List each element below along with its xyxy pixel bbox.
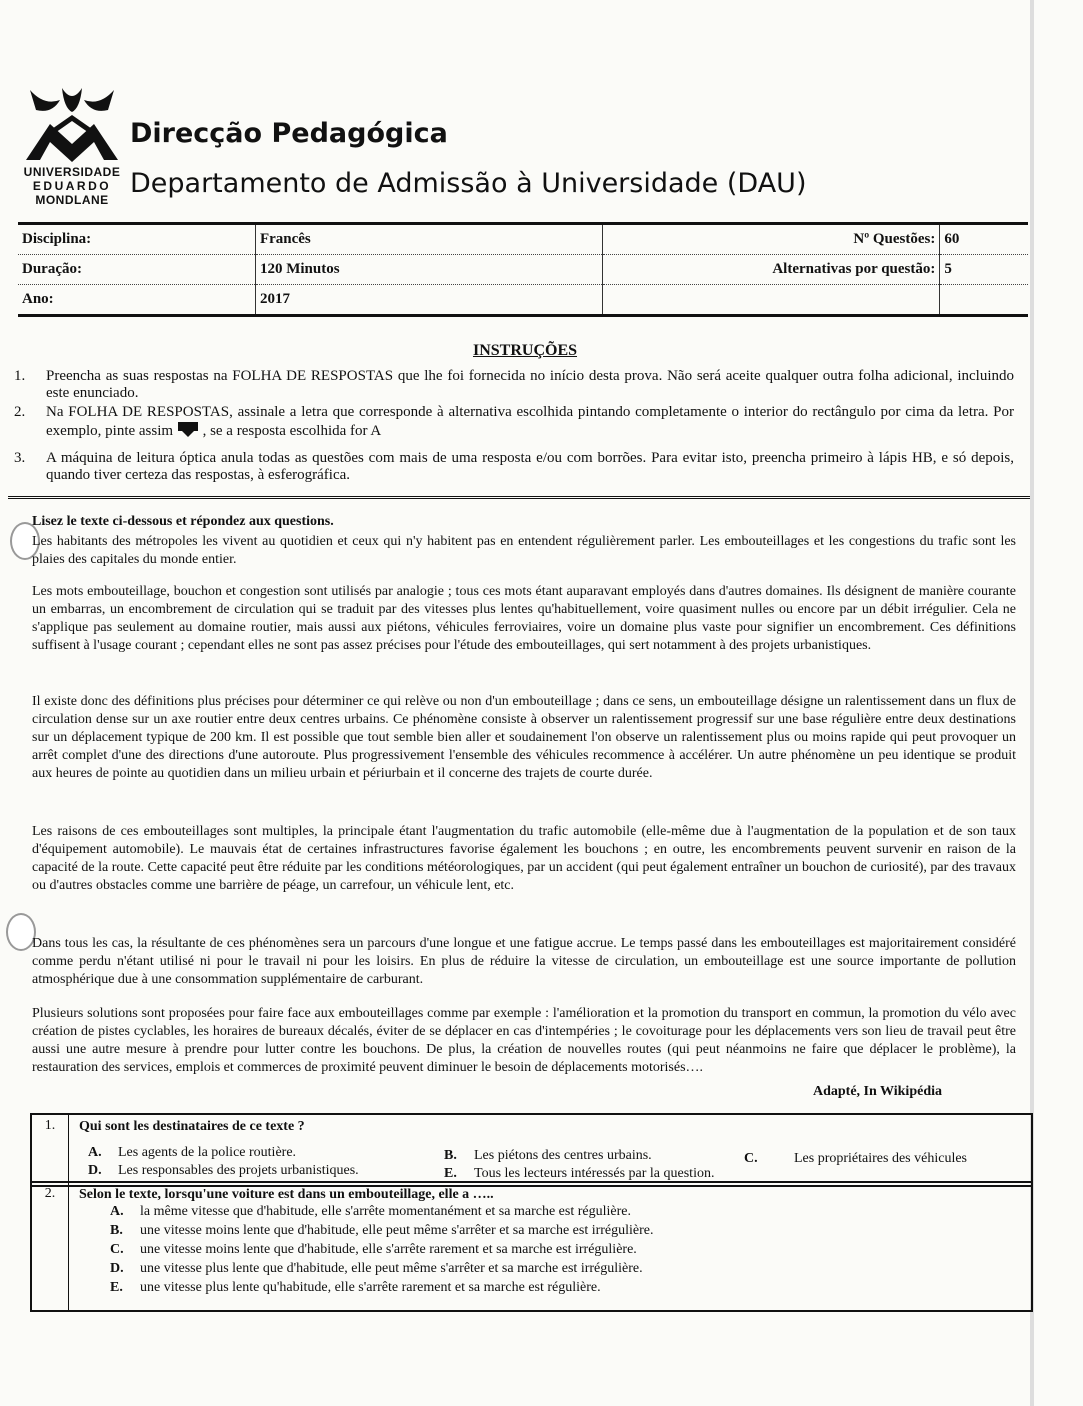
instruction-item: [14, 404, 1014, 442]
question-text: Qui sont les destinataires de ce texte ?: [79, 1119, 305, 1134]
instruction-number: 3.: [14, 450, 26, 466]
duracao-value: 120 Minutos: [255, 255, 602, 285]
logo-text-line3: MONDLANE: [35, 193, 109, 207]
option-a[interactable]: A. Les agents de la police routière.: [88, 1145, 297, 1160]
logo-text-line2: EDUARDO: [32, 179, 112, 193]
question-number: 2.: [32, 1183, 69, 1310]
reading-lead: Lisez le texte ci-dessous et répondez aux questions.: [32, 514, 334, 529]
ano-value: 2017: [255, 285, 602, 316]
option-e[interactable]: E. Tous les lecteurs intéressés par la question.: [444, 1166, 715, 1181]
duracao-label: Duração:: [18, 255, 255, 285]
disciplina-label: Disciplina:: [18, 224, 255, 255]
university-logo: [22, 84, 122, 210]
alternativas-label: Alternativas por questão:: [603, 255, 940, 285]
paragraph-5: Dans tous les cas, la résultante de ces phénomènes sera un parcours d'une longue et une fatigue accrue. Le temps passé dans les embouteillages est majoritairement considéré comme perdu n'étant utilisé ni pour le travail ni pour les loisirs. En plus de réduire la vitesse de circulation, un embouteillage est une source importante de pollution atmosphérique due à une consommation supplémentaire de carburant.: [32, 936, 1016, 987]
question-2: [30, 1181, 1033, 1312]
paragraph-1: Les habitants des métropoles les vivent au quotidien et ceux qui n'y habitent pas en entendent régulièrement parler. Les embouteillages et les congestions du trafic sont les plaies des capitales du monde entier.: [32, 534, 1016, 567]
instruction-item: [14, 368, 1014, 402]
paragraph-3: Il existe donc des définitions plus précises pour déterminer ce qui relève ou non d'un embouteillage ; dans ce sens, un embouteillage désigne un ralentissement dans un flux de circulation dense sur un axe routier entre deux centres urbains. Ce phénomène consiste à observer un ralentissement progressif sur une base régulière entre deux destinations sur un déplacement typique de 200 km. Il est possible que tout semble bien aller et soudainement l'on observe un ralentissement plus ou moins rapide qui peut provoquer un arrêt complet d'une des directions d'une autoroute. Plus progressivement l'ensemble des véhicules recommence à accélérer. Un autre phénomène un peu identique se produit aux heures de pointe au quotidien dans un milieu urbain et périurbain et il concerne des trajets de courte durée.: [32, 694, 1016, 781]
paragraph-4: Les raisons de ces embouteillages sont multiples, la principale étant l'augmentation du trafic automobile (elle-même due à l'augmentation de la population et de son taux d'équipement automobile). Le mauvais état de certaines infrastructures favorise également les bouchons ; en outre, les encombrements peuvent survenir en raison de la capacité de la route. Cette capacité peut être réduite par les conditions météorologiques, par un accident (qui peut également entraîner un bouchon de curiosité), par des travaux ou d'autres obstacles comme une barrière de péage, un carrefour, un véhicule lent, etc.: [32, 824, 1016, 893]
header-subtitle: Departamento de Admissão à Universidade (DAU): [130, 168, 807, 199]
question-text: Selon le texte, lorsqu'une voiture est dans un embouteillage, elle a …..: [79, 1187, 494, 1202]
filled-rectangle-example-icon: [177, 421, 199, 442]
question-1: [30, 1113, 1033, 1187]
paragraph-6: Plusieurs solutions sont proposées pour faire face aux embouteillages comme par exemple : l'amélioration et la promotion du transport en commun, la promotion du vélo avec création de pistes cyclables, les horaires de bureaux décalés, éviter de se déplacer en cas d'intempéries ; le covoiturage pour les déplacements vers son lieu de travail peut être aussi une autre mesure à prendre pour lutter contre les bouchons. De plus, la création de nouvelles routes (qui peut néanmoins ne faire que déplacer le problème), la restauration des services, emplois et commerces de proximité peuvent diminuer le besoin de déplacements motorisés….: [32, 1006, 1016, 1075]
option-c[interactable]: C. une vitesse moins lente que d'habitude, elle s'arrête rarement et sa marche est irrégulière.: [110, 1242, 637, 1257]
option-a[interactable]: A. la même vitesse que d'habitude, elle s'arrête momentanément et sa marche est régulière.: [110, 1204, 631, 1219]
option-b[interactable]: B. Les piétons des centres urbains.: [444, 1148, 652, 1163]
questoes-value: 60: [940, 224, 1028, 255]
instruction-text-after: , se a resposta escolhida for A: [202, 422, 382, 439]
instruction-number: 2.: [14, 404, 26, 420]
question-number: 1.: [32, 1115, 69, 1185]
uem-emblem-icon: [22, 84, 122, 166]
option-b[interactable]: B. une vitesse moins lente que d'habitude, elle peut même s'arrêter et sa marche est irrégulière.: [110, 1223, 654, 1238]
logo-text-line1: UNIVERSIDADE: [23, 165, 121, 179]
instructions-title: INSTRUÇÕES: [472, 342, 578, 359]
ano-label: Ano:: [18, 285, 255, 316]
source-credit: Adapté, In Wikipédia: [812, 1084, 942, 1099]
paragraph-2: Les mots embouteillage, bouchon et congestion sont utilisés par analogie ; tous ces mots étant auparavant employés dans d'autres domaines. Ils désignent de manière courante un embarras, un encombrement de circulation qui se traduit par des vitesses plus lentes qu'habituellement, voire quasiment nulles ou encore par un débit irrégulier. Cela ne s'applique pas seulement au domaine routier, mais aussi aux piétons, véhicules ferroviaires, voire un domaine plus vaste pour signifier un encombrement. Ces définitions suffisent à l'usage courant ; cependant elles ne sont pas assez précises pour l'étude des embouteillages, qui sert notamment à des projets urbanistiques.: [32, 584, 1016, 653]
instruction-text: [46, 404, 1014, 442]
option-e[interactable]: E. une vitesse plus lente qu'habitude, elle s'arrête rarement et sa marche est régulière.: [110, 1280, 601, 1295]
instruction-number: 1.: [14, 368, 26, 384]
option-c[interactable]: C. Les propriétaires des véhicules: [744, 1151, 967, 1166]
instruction-text: A máquina de leitura óptica anula todas as questões com mais de uma resposta e/ou com borrões. Para evitar isto, preencha primeiro à lápis HB, e só depois, quando tiver certeza das respostas, à esferográfica.: [46, 450, 1014, 483]
alternativas-value: 5: [940, 255, 1028, 285]
questoes-label: Nº Questões:: [603, 224, 940, 255]
instruction-item: [14, 450, 1014, 484]
header-title: Direcção Pedagógica: [130, 118, 448, 149]
option-d[interactable]: D. Les responsables des projets urbanistiques.: [88, 1163, 359, 1178]
section-divider: [8, 496, 1030, 499]
instruction-text: Preencha as suas respostas na FOLHA DE RESPOSTAS que lhe foi fornecida no início desta prova. Não será aceite qualquer outra folha adicional, incluindo este enunciado.: [46, 368, 1014, 401]
instruction-text-before: Na FOLHA DE RESPOSTAS, assinale a letra que corresponde à alternativa escolhida pintando completamente o interior do rectângulo por cima da letra. Por exemplo, pinte assim: [46, 404, 1014, 439]
option-d[interactable]: D. une vitesse plus lente que d'habitude, elle peut même s'arrêter et sa marche est irrégulière.: [110, 1261, 643, 1276]
disciplina-value: Francês: [255, 224, 602, 255]
exam-info-table: [18, 222, 1028, 317]
